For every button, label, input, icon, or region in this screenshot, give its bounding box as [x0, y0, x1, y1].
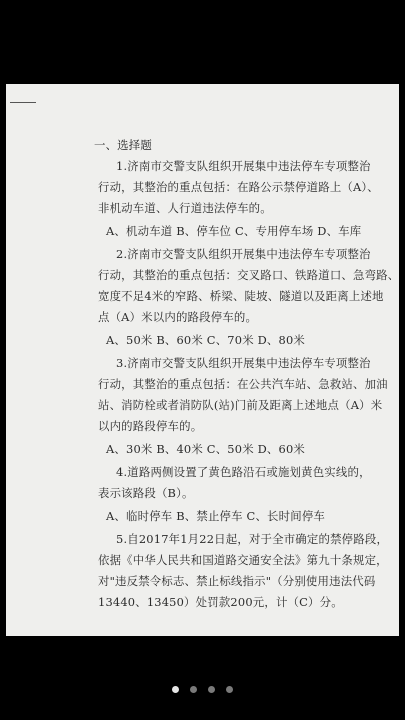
question-1-line-3: 非机动车道、人行道违法停车的。 [98, 201, 272, 215]
section-heading: 一、选择题 [94, 138, 152, 152]
question-3-options: A、30米 B、40米 C、50米 D、60米 [106, 442, 306, 456]
question-3-line-3: 站、消防栓或者消防队(站)门前及距离上述地点（A）米 [98, 398, 383, 412]
question-1-line-2: 行动，其整治的重点包括：在路公示禁停道路上（A）、 [98, 180, 379, 194]
question-3-line-4: 以内的路段停车的。 [98, 419, 203, 433]
question-5-line-3: 对"违反禁令标志、禁止标线指示"（分别使用违法代码 [98, 574, 376, 588]
page-indicator [0, 686, 405, 693]
question-4-options: A、临时停车 B、禁止停车 C、长时间停车 [106, 509, 326, 523]
document-page [6, 84, 399, 636]
question-2-line-4: 点（A）米以内的路段停车的。 [98, 310, 258, 324]
question-4-line-1: 4.道路两侧设置了黄色路沿石或施划黄色实线的， [116, 465, 371, 479]
question-2-line-2: 行动，其整治的重点包括：交叉路口、铁路道口、急弯路、 [98, 268, 399, 282]
question-2-line-1: 2.济南市交警支队组织开展集中违法停车专项整治 [116, 247, 371, 261]
page-dot-3[interactable] [208, 686, 215, 693]
question-4-line-2: 表示该路段（B）。 [98, 486, 194, 500]
question-5-line-2: 依据《中华人民共和国道路交通安全法》第九十条规定， [98, 553, 388, 567]
margin-mark [10, 102, 36, 103]
page-dot-2[interactable] [190, 686, 197, 693]
question-5-line-4: 13440、13450）处罚款200元，计（C）分。 [98, 595, 343, 609]
question-2-options: A、50米 B、60米 C、70米 D、80米 [106, 333, 306, 347]
question-3-line-1: 3.济南市交警支队组织开展集中违法停车专项整治 [116, 356, 371, 370]
question-1-line-1: 1.济南市交警支队组织开展集中违法停车专项整治 [116, 159, 371, 173]
page-dot-1[interactable] [172, 686, 179, 693]
question-3-line-2: 行动，其整治的重点包括：在公共汽车站、急救站、加油 [98, 377, 388, 391]
page-dot-4[interactable] [226, 686, 233, 693]
question-1-options: A、机动车道 B、停车位 C、专用停车场 D、车库 [106, 224, 362, 238]
question-5-line-1: 5.自2017年1月22日起，对于全市确定的禁停路段， [116, 532, 389, 546]
question-2-line-3: 宽度不足4米的窄路、桥梁、陡坡、隧道以及距离上述地 [98, 289, 384, 303]
